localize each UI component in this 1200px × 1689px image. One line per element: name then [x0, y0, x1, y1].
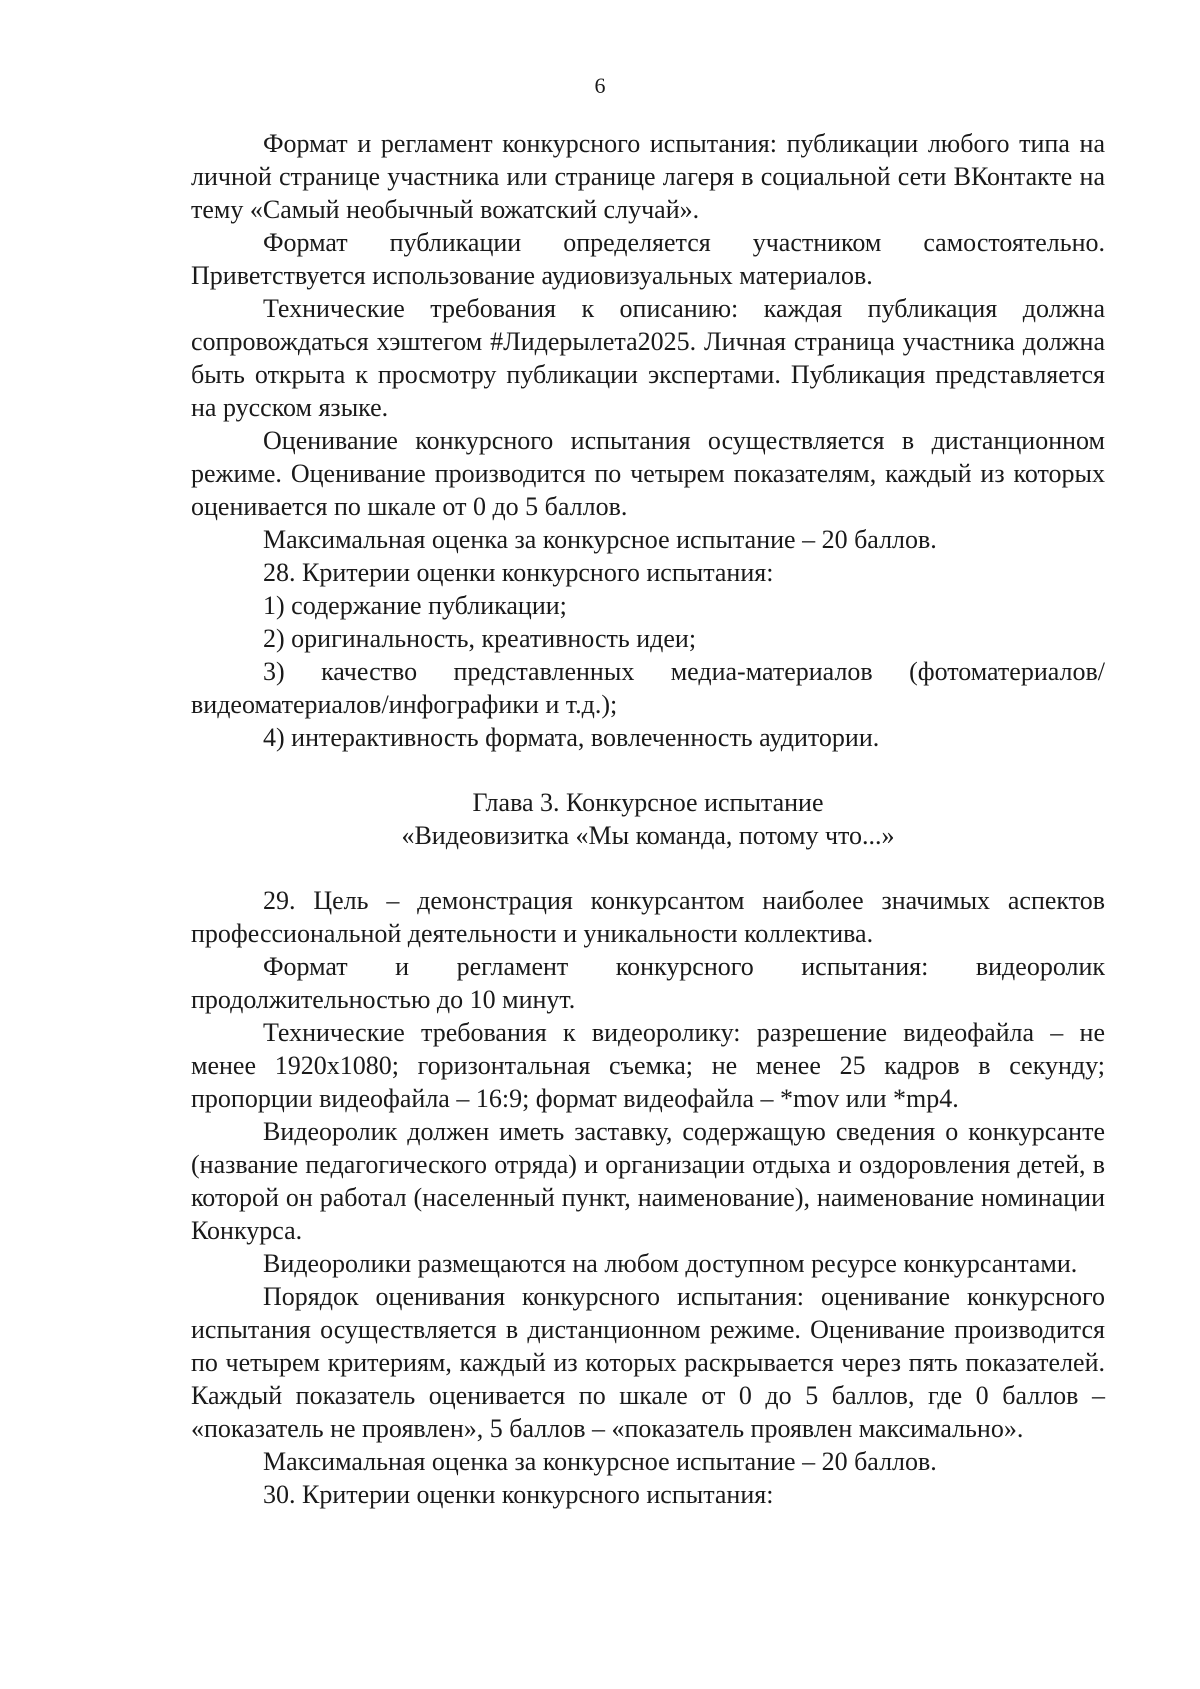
paragraph: Формат и регламент конкурсного испытания: видеоролик продолжительностью до 10 минут. — [191, 952, 1105, 1014]
list-item: 1) содержание публикации; — [263, 591, 567, 620]
paragraph: Максимальная оценка за конкурсное испытание – 20 баллов. — [263, 1447, 937, 1476]
paragraph: Технические требования к видеоролику: разрешение видеофайла – не менее 1920х1080; горизонтальная съемка; не менее 25 кадров в секунду; пропорции видеофайла – 16:9; формат видеофайла – *mov или *mp4. — [191, 1018, 1105, 1113]
section-1 — [191, 127, 1105, 754]
paragraph: 28. Критерии оценки конкурсного испытания: — [263, 558, 774, 587]
section-2 — [191, 884, 1105, 1511]
chapter-heading-line1: Глава 3. Конкурсное испытание — [472, 788, 824, 817]
document-body — [191, 127, 1105, 1511]
paragraph: Оценивание конкурсного испытания осуществляется в дистанционном режиме. Оценивание производится по четырем показателям, каждый из которых оценивается по шкале от 0 до 5 баллов. — [191, 426, 1105, 521]
paragraph: Максимальная оценка за конкурсное испытание – 20 баллов. — [263, 525, 937, 554]
list-item: 2) оригинальность, креативность идеи; — [263, 624, 697, 653]
paragraph: 30. Критерии оценки конкурсного испытания: — [263, 1480, 774, 1509]
paragraph: Технические требования к описанию: каждая публикация должна сопровождаться хэштегом #Лидерылета2025. Личная страница участника должна быть открыта к просмотру публикации экспертами. Публикация представляется на русском языке. — [191, 294, 1105, 422]
paragraph: Формат и регламент конкурсного испытания: публикации любого типа на личной странице участника или странице лагеря в социальной сети ВКонтакте на тему «Самый необычный вожатский случай». — [191, 129, 1105, 224]
paragraph: Видеоролик должен иметь заставку, содержащую сведения о конкурсанте (название педагогического отряда) и организации отдыха и оздоровления детей, в которой он работал (населенный пункт, наименование), наименование номинации Конкурса. — [191, 1117, 1105, 1245]
paragraph: Видеоролики размещаются на любом доступном ресурсе конкурсантами. — [263, 1249, 1078, 1278]
paragraph: 29. Цель – демонстрация конкурсантом наиболее значимых аспектов профессиональной деятельности и уникальности коллектива. — [191, 886, 1105, 948]
list-item: 4) интерактивность формата, вовлеченность аудитории. — [263, 723, 880, 752]
list-item: 3) качество представленных медиа-материалов (фотоматериалов/видеоматериалов/инфографики и т.д.); — [191, 657, 1105, 719]
paragraph: Порядок оценивания конкурсного испытания: оценивание конкурсного испытания осуществляется в дистанционном режиме. Оценивание производится по четырем критериям, каждый из которых раскрывается через пять показателей. Каждый показатель оценивается по шкале от 0 до 5 баллов, где 0 баллов – «показатель не проявлен», 5 баллов – «показатель проявлен максимально». — [191, 1282, 1105, 1443]
paragraph: Формат публикации определяется участником самостоятельно. Приветствуется использование аудиовизуальных материалов. — [191, 228, 1105, 290]
chapter-heading-line2: «Видеовизитка «Мы команда, потому что...» — [401, 821, 895, 850]
page-number: 6 — [594, 73, 606, 98]
chapter-heading — [191, 786, 1105, 852]
